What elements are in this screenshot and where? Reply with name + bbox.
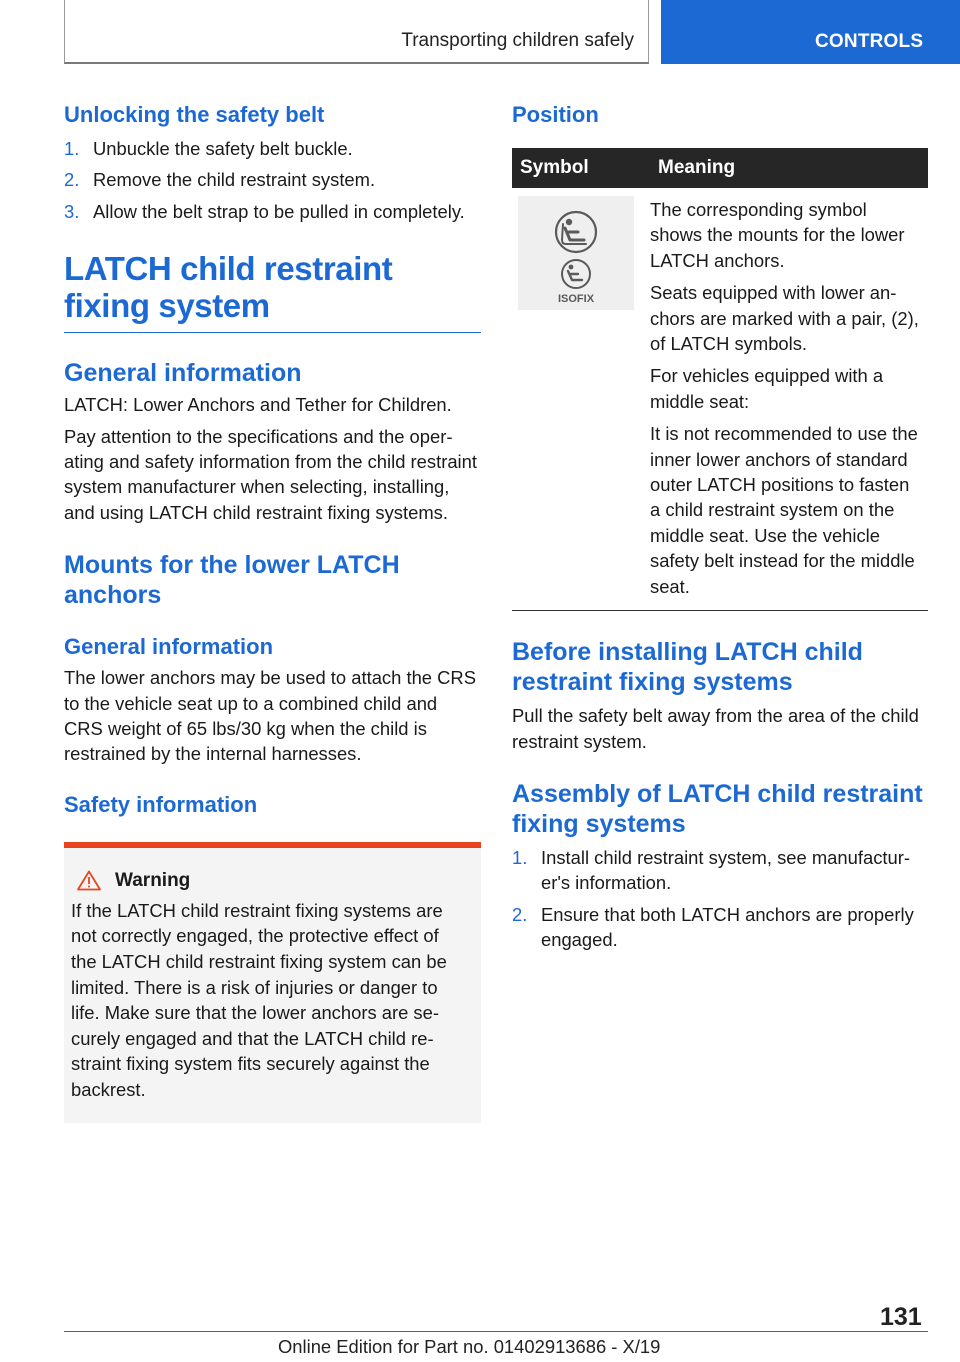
footer-edition: Online Edition for Part no. 01402913686 - X/19 [278, 1336, 661, 1357]
latch-symbol-image [518, 196, 634, 310]
header-controls-label: CONTROLS [815, 31, 924, 52]
mounts-paragraph: The lower anchors may be used to attach the CRS to the vehicle seat up to a combined child and CRS weight of 65 lbs/30 kg when the child is restrained by the internal harnesses. [64, 667, 476, 765]
table-row [512, 188, 928, 611]
meaning-paragraph: The corresponding symbol shows the mounts for the lower LATCH anchors. [650, 199, 905, 271]
left-column [64, 100, 481, 1123]
step-text: Unbuckle the safety belt buckle. [93, 138, 353, 159]
isofix-label: ISOFIX [557, 293, 595, 305]
child-seat-anchor-icon [518, 196, 634, 310]
list-item [64, 167, 481, 192]
before-installing-heading: Before installing LATCH child restraint fixing systems [512, 638, 863, 697]
header-section-box [64, 0, 649, 64]
unlock-steps [64, 136, 481, 224]
list-item [512, 845, 928, 896]
unlock-heading: Unlocking the safety belt [64, 102, 325, 127]
table-header-row [512, 148, 928, 188]
footer-divider [64, 1331, 928, 1332]
list-item [64, 199, 481, 224]
mounts-general-heading: General information [64, 634, 274, 660]
warning-header [71, 870, 467, 892]
step-number: 2. [512, 903, 528, 925]
col-meaning-header: Meaning [650, 148, 928, 188]
step-text: Allow the belt strap to be pulled in completely. [93, 200, 465, 222]
page-number: 131 [880, 1303, 922, 1331]
warning-text: If the LATCH child restraint fixing systems are not correctly engaged, the protective effect of the LATCH child restraint fixing system can be limited. There is a risk of injuries or danger to life. Make sure that the lower anchors are securely engaged and that the LATCH child restraint fixing system fits securely against the backrest. [71, 899, 447, 1101]
col-symbol-header: Symbol [512, 148, 650, 188]
general-info-p1: LATCH: Lower Anchors and Tether for Children. [64, 394, 452, 416]
latch-main-heading: LATCH child restraint fixing system [64, 250, 481, 333]
meaning-paragraph: For vehicles equipped with a middle seat: [650, 365, 884, 412]
symbol-cell [512, 188, 650, 611]
general-info-heading: General information [64, 359, 302, 388]
step-number: 1. [64, 138, 80, 159]
list-item [512, 902, 928, 953]
assembly-heading: Assembly of LATCH child restraint fixing systems [512, 779, 923, 838]
meaning-paragraph: It is not recommended to use the inner lower anchors of standard outer LATCH positions to fasten a child restraint system on the middle seat. Use the vehicle safety belt instead for the middle seat. [650, 423, 918, 597]
step-number: 3. [64, 200, 80, 222]
before-installing-paragraph: Pull the safety belt away from the area of the child restraint system. [512, 705, 919, 752]
position-heading: Position [512, 102, 599, 127]
step-text: Install child restraint system, see manufacturer's information. [541, 846, 910, 894]
step-number: 1. [512, 846, 528, 868]
list-item [64, 136, 481, 161]
header-section-title: Transporting children safely [401, 30, 634, 51]
warning-triangle-icon [77, 870, 101, 891]
step-number: 2. [64, 169, 80, 191]
step-text: Ensure that both LATCH anchors are properly engaged. [541, 903, 914, 951]
meaning-cell [650, 188, 928, 611]
symbol-table [512, 148, 928, 611]
assembly-steps [512, 845, 928, 953]
step-text: Remove the child restraint system. [93, 169, 376, 191]
mounts-heading: Mounts for the lower LATCH anchors [64, 551, 400, 610]
warning-box [64, 842, 481, 1123]
safety-info-heading: Safety information [64, 791, 258, 817]
general-info-p2: Pay attention to the specifications and the operating and safety information from the child restraint system manufacturer when selecting, installing, and using LATCH child restraint fixing systems. [64, 425, 477, 523]
warning-label: Warning [115, 869, 191, 891]
right-column [512, 100, 928, 959]
header-controls-tab[interactable] [661, 0, 960, 64]
meaning-paragraph: Seats equipped with lower anchors are marked with a pair, (2), of LATCH symbols. [650, 282, 919, 355]
